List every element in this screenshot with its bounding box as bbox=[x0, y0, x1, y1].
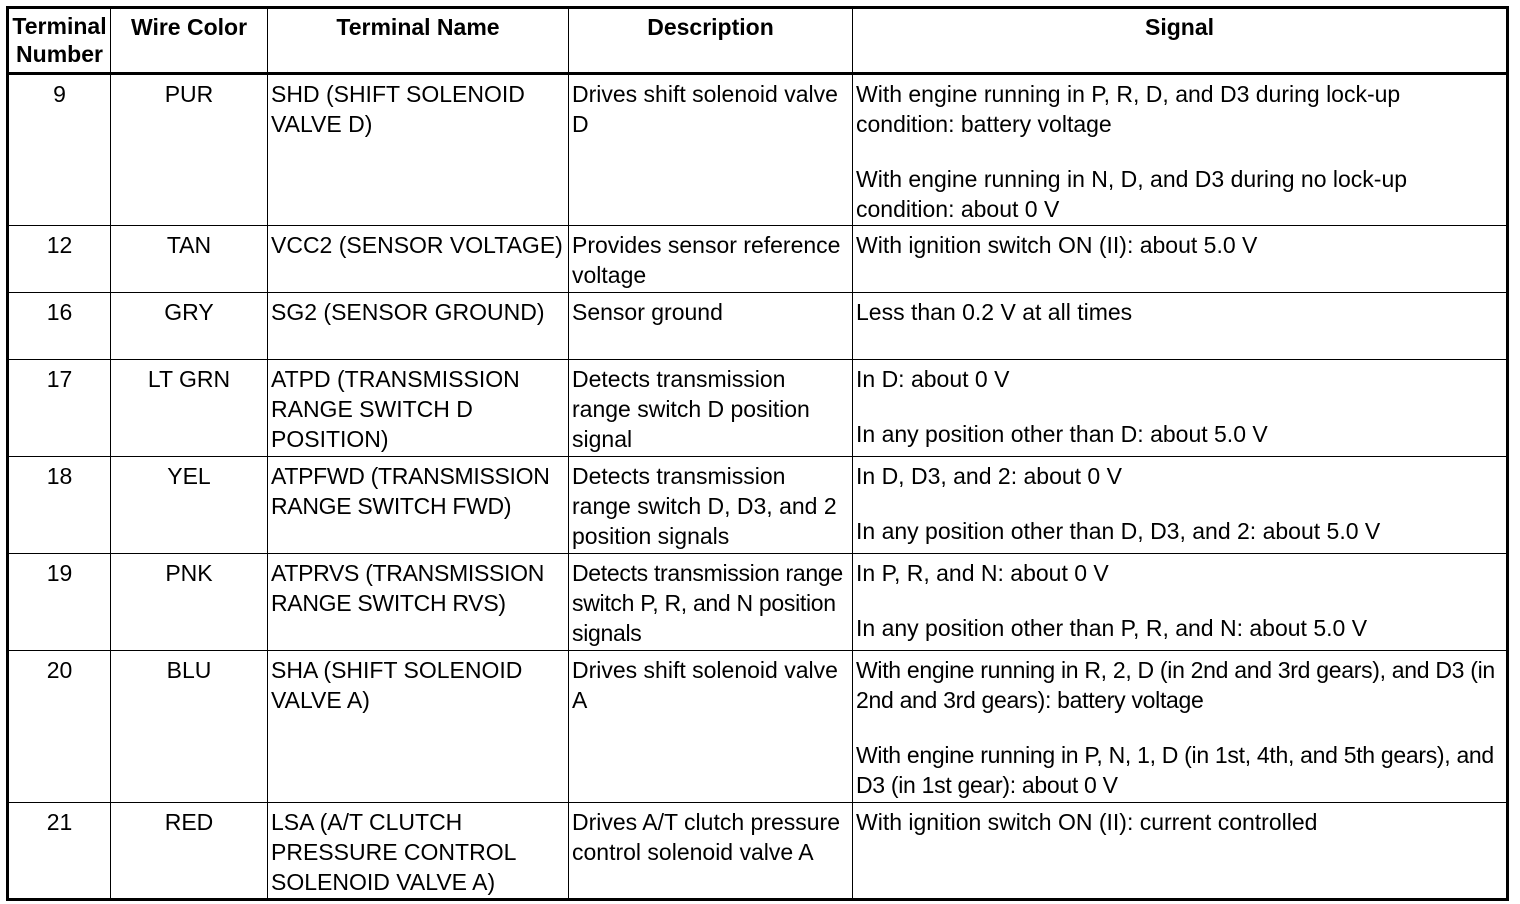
signal-text: In P, R, and N: about 0 V bbox=[856, 560, 1109, 586]
terminal-number-cell: 16 bbox=[8, 293, 111, 360]
signal-text: In any position other than P, R, and N: about 5.0 V bbox=[856, 615, 1368, 641]
terminal-number-cell: 21 bbox=[8, 803, 111, 900]
signal-text: With engine running in P, R, D, and D3 during lock-up condition: battery voltage bbox=[856, 81, 1401, 137]
description-cell: Sensor ground bbox=[569, 293, 853, 360]
description-cell: Detects transmission range switch D, D3, and 2 position signals bbox=[569, 457, 853, 554]
wire-color-cell: GRY bbox=[111, 293, 268, 360]
signal-cell bbox=[853, 360, 1508, 457]
signal-text: With ignition switch ON (II): about 5.0 V bbox=[856, 232, 1258, 258]
wire-color-cell: YEL bbox=[111, 457, 268, 554]
wire-color-cell: PUR bbox=[111, 74, 268, 226]
terminal-number-cell: 18 bbox=[8, 457, 111, 554]
header-signal: Signal bbox=[853, 8, 1508, 74]
header-terminal-number: Terminal Number bbox=[8, 8, 111, 74]
signal-cell bbox=[853, 293, 1508, 360]
signal-cell bbox=[853, 554, 1508, 651]
signal-text: Less than 0.2 V at all times bbox=[856, 299, 1133, 325]
signal-text: In D, D3, and 2: about 0 V bbox=[856, 463, 1122, 489]
wire-color-cell: BLU bbox=[111, 651, 268, 803]
signal-text: With ignition switch ON (II): current controlled bbox=[856, 809, 1318, 835]
header-wire-color: Wire Color bbox=[111, 8, 268, 74]
description-cell: Detects transmission range switch P, R, and N position signals bbox=[569, 554, 853, 651]
terminal-name-cell: SG2 (SENSOR GROUND) bbox=[268, 293, 569, 360]
terminal-name-cell: SHD (SHIFT SOLENOID VALVE D) bbox=[268, 74, 569, 226]
description-cell: Drives A/T clutch pressure control solenoid valve A bbox=[569, 803, 853, 900]
terminal-name-cell: LSA (A/T CLUTCH PRESSURE CONTROL SOLENOID VALVE A) bbox=[268, 803, 569, 900]
header-description: Description bbox=[569, 8, 853, 74]
signal-text: In D: about 0 V bbox=[856, 366, 1010, 392]
wire-color-cell: TAN bbox=[111, 226, 268, 293]
terminal-name-cell: SHA (SHIFT SOLENOID VALVE A) bbox=[268, 651, 569, 803]
table-row bbox=[8, 803, 1508, 900]
table-row bbox=[8, 226, 1508, 293]
terminal-number-cell: 20 bbox=[8, 651, 111, 803]
description-cell: Detects transmission range switch D position signal bbox=[569, 360, 853, 457]
header-row bbox=[8, 8, 1508, 74]
signal-cell bbox=[853, 226, 1508, 293]
terminal-table bbox=[6, 6, 1509, 901]
terminal-number-cell: 9 bbox=[8, 74, 111, 226]
table-row bbox=[8, 74, 1508, 226]
terminal-name-cell: ATPRVS (TRANSMISSION RANGE SWITCH RVS) bbox=[268, 554, 569, 651]
wire-color-cell: PNK bbox=[111, 554, 268, 651]
signal-text: In any position other than D: about 5.0 V bbox=[856, 421, 1268, 447]
header-terminal-name: Terminal Name bbox=[268, 8, 569, 74]
table-row bbox=[8, 360, 1508, 457]
terminal-number-cell: 12 bbox=[8, 226, 111, 293]
terminal-number-cell: 17 bbox=[8, 360, 111, 457]
wire-color-cell: RED bbox=[111, 803, 268, 900]
signal-cell bbox=[853, 74, 1508, 226]
description-cell: Drives shift solenoid valve A bbox=[569, 651, 853, 803]
terminal-number-cell: 19 bbox=[8, 554, 111, 651]
signal-text: With engine running in R, 2, D (in 2nd and 3rd gears), and D3 (in 2nd and 3rd gears): battery voltage bbox=[856, 657, 1495, 713]
terminal-name-cell: VCC2 (SENSOR VOLTAGE) bbox=[268, 226, 569, 293]
signal-text: In any position other than D, D3, and 2: about 5.0 V bbox=[856, 518, 1381, 544]
wire-color-cell: LT GRN bbox=[111, 360, 268, 457]
description-cell: Provides sensor reference voltage bbox=[569, 226, 853, 293]
table-row bbox=[8, 554, 1508, 651]
table-row bbox=[8, 651, 1508, 803]
signal-text: With engine running in N, D, and D3 during no lock-up condition: about 0 V bbox=[856, 166, 1408, 222]
terminal-name-cell: ATPD (TRANSMISSION RANGE SWITCH D POSITION) bbox=[268, 360, 569, 457]
signal-cell bbox=[853, 457, 1508, 554]
description-cell: Drives shift solenoid valve D bbox=[569, 74, 853, 226]
signal-cell bbox=[853, 651, 1508, 803]
terminal-name-cell: ATPFWD (TRANSMISSION RANGE SWITCH FWD) bbox=[268, 457, 569, 554]
signal-text: With engine running in P, N, 1, D (in 1st, 4th, and 5th gears), and D3 (in 1st gear): about 0 V bbox=[856, 742, 1494, 798]
signal-cell bbox=[853, 803, 1508, 900]
table-row bbox=[8, 457, 1508, 554]
table-row bbox=[8, 293, 1508, 360]
